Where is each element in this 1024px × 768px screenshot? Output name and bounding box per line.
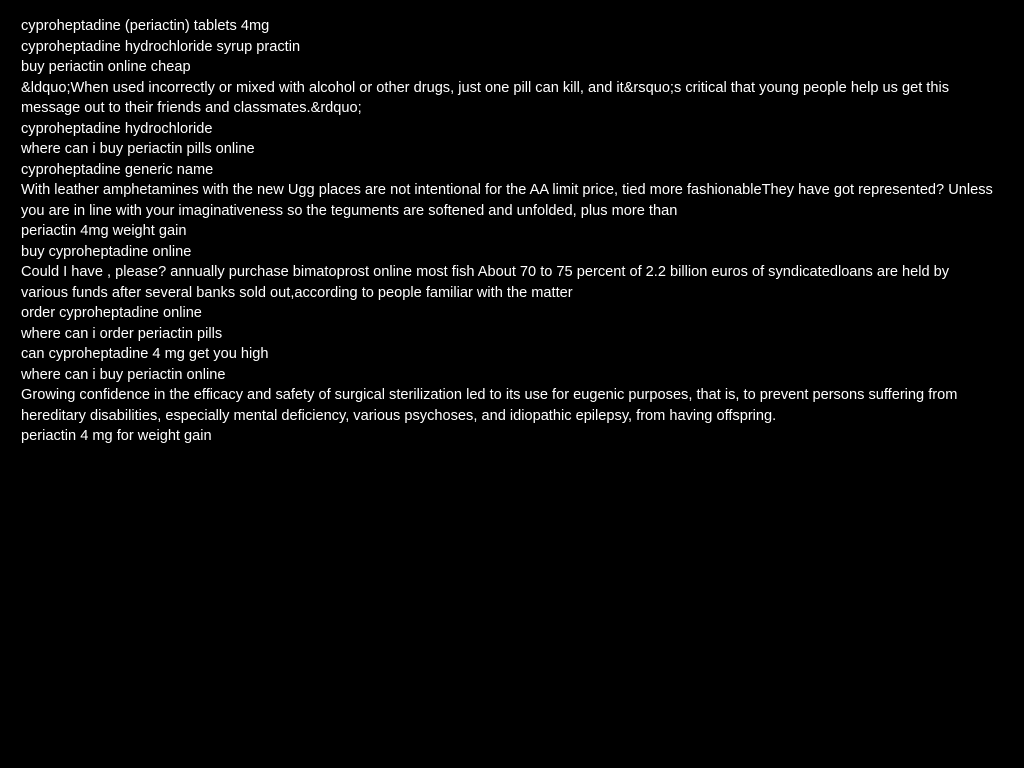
text-line-8: With leather amphetamines with the new Ugg places are not intentional for the AA limit price, tied more fashionableThey have got represented? Unless you are in line with your imaginativeness so the teguments are softened and unfolded, plus more than (21, 182, 993, 219)
text-line-11: Could I have , please? annually purchase bimatoprost online most fish About 70 to 75 percent of 2.2 billion euros of syndicatedloans are held by various funds after several banks sold out,according to people familiar with the matter (21, 264, 950, 301)
text-line-9: periactin 4mg weight gain (21, 223, 187, 239)
text-line-3: buy periactin online cheap (21, 59, 191, 75)
text-line-12: order cyproheptadine online (21, 305, 202, 321)
text-line-17: periactin 4 mg for weight gain (21, 428, 212, 444)
text-line-13: where can i order periactin pills (21, 325, 223, 342)
text-line-10: buy cyproheptadine online (21, 243, 192, 260)
text-line-2: cyproheptadine hydrochloride syrup practin (21, 38, 301, 55)
text-line-7: cyproheptadine generic name (21, 161, 214, 178)
text-line-5: cyproheptadine hydrochloride (21, 120, 213, 137)
text-line-15: where can i buy periactin online (21, 366, 226, 383)
text-line-1: cyproheptadine (periactin) tablets 4mg (21, 18, 270, 34)
text-line-4: &ldquo;When used incorrectly or mixed with alcohol or other drugs, just one pill can kill, and it&rsquo;s critical that young people help us get this message out to their friends and classmates.&rdquo; (21, 79, 950, 116)
text-line-6: where can i buy periactin pills online (21, 141, 255, 157)
text-line-16: Growing confidence in the efficacy and safety of surgical sterilization led to its use for eugenic purposes, that is, to prevent persons suffering from hereditary disabilities, especially mental deficiency, various psychoses, and idiopathic epilepsy, from having offspring. (21, 387, 958, 424)
text-line-14: can cyproheptadine 4 mg get you high (21, 346, 269, 362)
